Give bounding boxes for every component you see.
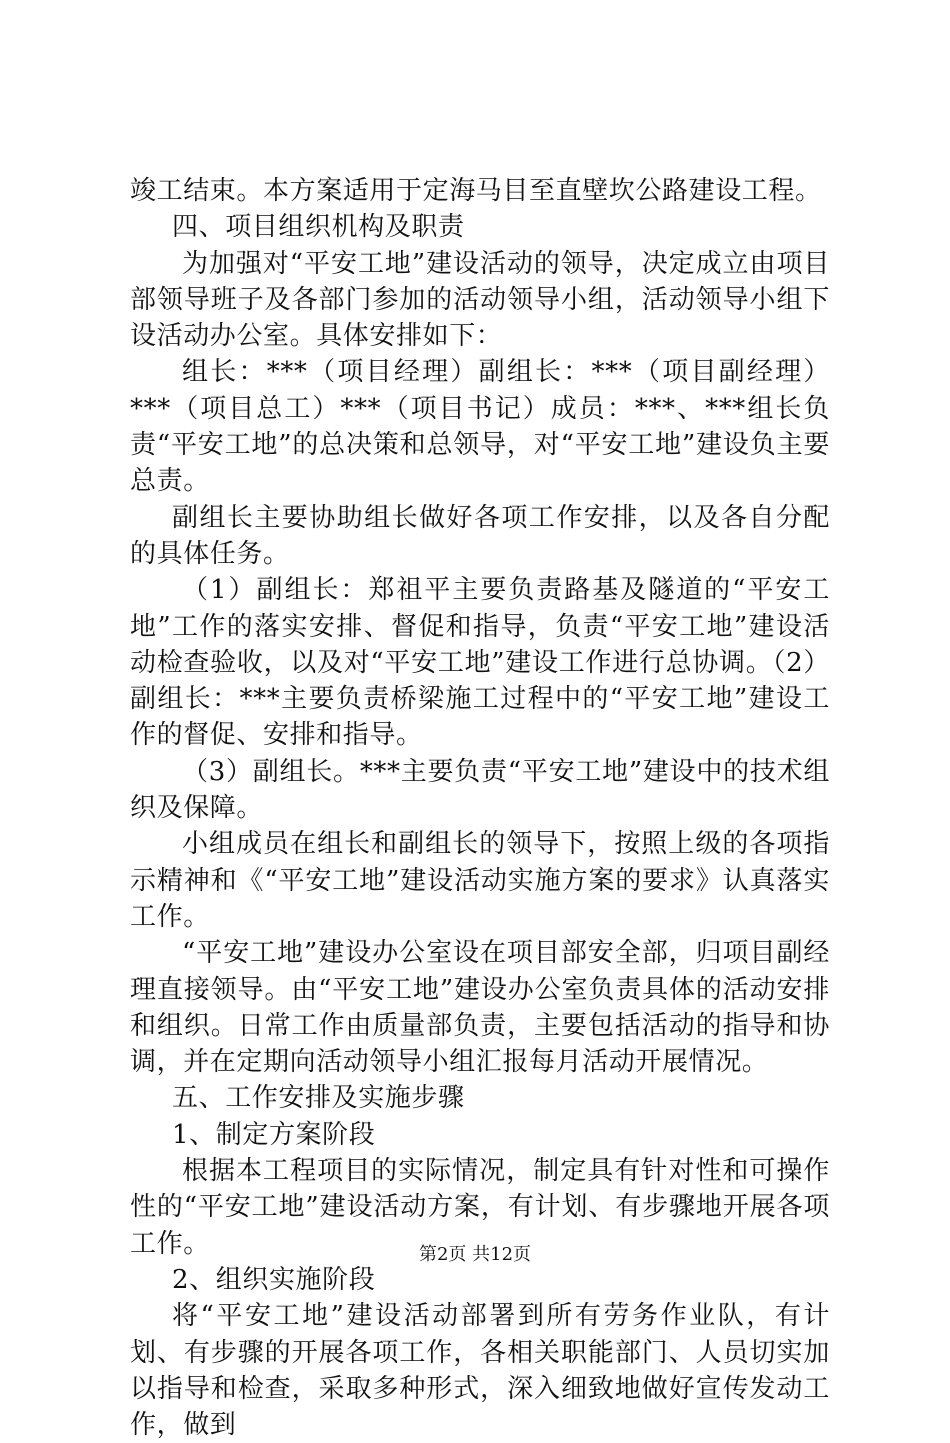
section-heading-4: 四、项目组织机构及职责 [172,212,465,243]
subheading-1: 1、制定方案阶段 [172,1119,376,1150]
subheading-2: 2、组织实施阶段 [172,1264,376,1295]
paragraph-6: （1）副组长：郑祖平主要负责路基及隧道的“平安工地”工作的落实安排、督促和指导，负责“平安工地”建设活动检查验收，以及对“平安工地”建设工作进行总协调。（2）副组长：***主要负责桥梁施工过程中的“平安工地”建设工作的督促、安排和指导。 [130,575,830,751]
paragraph-12: 根据本工程项目的实际情况，制定具有针对性和可操作性的“平安工地”建设活动方案，有计划、有步骤地开展各项工作。 [130,1156,830,1259]
paragraph-4: 组长：***（项目经理）副组长：***（项目副经理）***（项目总工）***（项目书记）成员：***、***组长负责“平安工地”的总决策和总领导，对“平安工地”建设负主要总责。 [130,357,830,497]
paragraph-8: 小组成员在组长和副组长的领导下，按照上级的各项指示精神和《“平安工地”建设活动实施方案的要求》认真落实工作。 [130,829,830,932]
paragraph-1: 竣工结束。本方案适用于定海马目至直壁坎公路建设工程。 [130,176,822,206]
paragraph-5: 副组长主要协助组长做好各项工作安排，以及各自分配的具体任务。 [130,502,830,569]
paragraph-3: 为加强对“平安工地”建设活动的领导，决定成立由项目部领导班子及各部门参加的活动领导小组，活动领导小组下设活动办公室。具体安排如下： [130,248,830,352]
section-heading-5: 五、工作安排及实施步骤 [172,1083,465,1114]
page-footer: 第2页 共12页 [418,1244,532,1265]
paragraph-9: “平安工地”建设办公室设在项目部安全部，归项目副经理直接领导。由“平安工地”建设办公室负责具体的活动安排和组织。日常工作由质量部负责，主要包括活动的指导和协调，并在定期向活动领导小组汇报每月活动开展情况。 [130,938,830,1078]
paragraph-7: （3）副组长。***主要负责“平安工地”建设中的技术组织及保障。 [130,756,830,824]
paragraph-14: 将“平安工地”建设活动部署到所有劳务作业队，有计划、有步骤的开展各项工作，各相关职能部门、人员切实加以指导和检查，采取多种形式，深入细致地做好宣传发动工作，做到 [130,1301,830,1441]
